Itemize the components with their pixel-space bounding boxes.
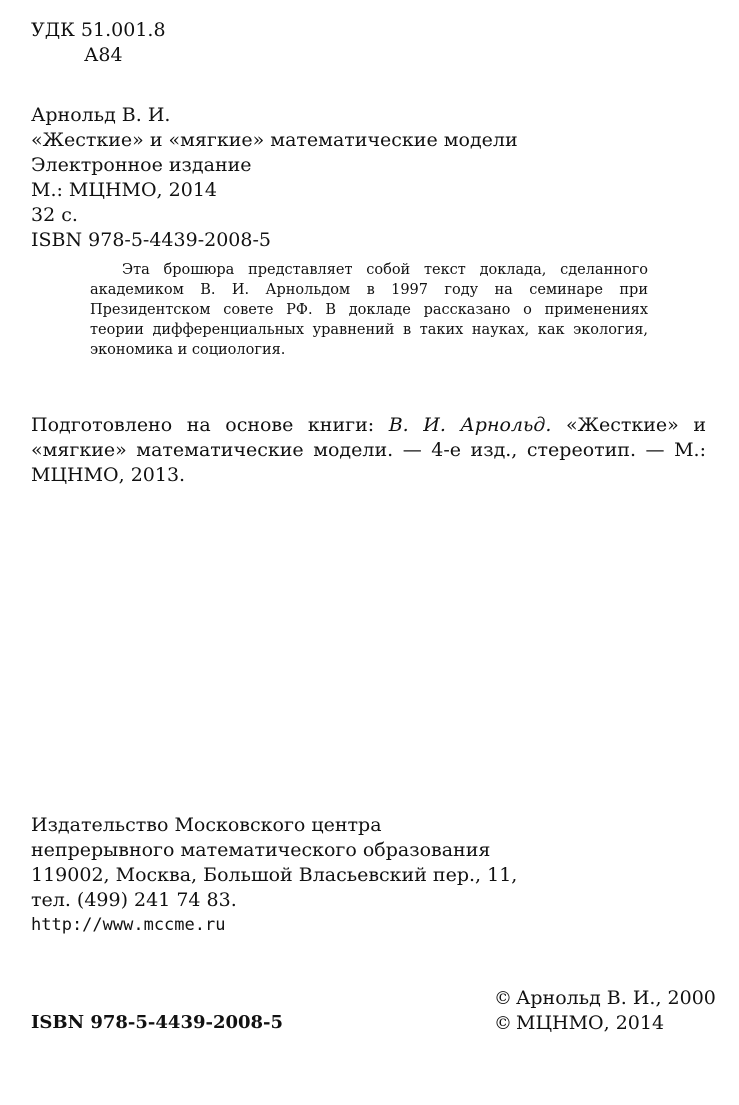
- based-on-prefix: Подготовлено на основе книги:: [31, 414, 389, 436]
- copyright-holder-1: Арнольд В. И., 2000: [516, 987, 716, 1009]
- copyright-holder-2: МЦНМО, 2014: [516, 1012, 665, 1034]
- copyright-block: [494, 986, 716, 1036]
- publisher-info: [31, 813, 517, 938]
- publisher-line-2: непрерывного математического образования: [31, 839, 491, 861]
- copyright-line-1: [494, 986, 716, 1011]
- book-title: «Жесткие» и «мягкие» математические модели: [31, 129, 518, 151]
- copyright-line-2: [494, 1011, 716, 1036]
- copyright-icon: ©: [494, 988, 512, 1009]
- author-code: А84: [84, 44, 123, 66]
- footer-isbn: ISBN 978-5-4439-2008-5: [31, 1012, 284, 1033]
- isbn-record: ISBN 978-5-4439-2008-5: [31, 229, 271, 251]
- publisher-year: М.: МЦНМО, 2014: [31, 179, 217, 201]
- udc-code: УДК 51.001.8: [31, 19, 166, 41]
- page-count: 32 с.: [31, 204, 78, 226]
- publisher-url-link[interactable]: http://www.mccme.ru: [31, 915, 226, 935]
- abstract-paragraph: Эта брошюра представляет собой текст доклада, сделанного академиком В. И. Арнольдом в 1997 году на семинаре при Президентском совете РФ. В докладе рассказано о применениях теории дифференциальных уравнений в таких науках, как экология, экономика и социология.: [90, 262, 648, 358]
- publisher-address: 119002, Москва, Большой Власьевский пер., 11,: [31, 864, 518, 886]
- based-on-note: [31, 413, 706, 488]
- publisher-line-1: Издательство Московского центра: [31, 814, 382, 836]
- author-name: Арнольд В. И.: [31, 104, 171, 126]
- based-on-rest: «Жесткие» и «мягкие» математические модели. — 4-е изд., стереотип. — М.: МЦНМО, 2013.: [31, 414, 706, 486]
- publisher-phone: тел. (499) 241 74 83.: [31, 889, 237, 911]
- edition-note: Электронное издание: [31, 154, 252, 176]
- based-on-author: В. И. Арнольд.: [388, 414, 552, 436]
- copyright-icon: ©: [494, 1013, 512, 1034]
- bibliographic-record: [31, 103, 518, 253]
